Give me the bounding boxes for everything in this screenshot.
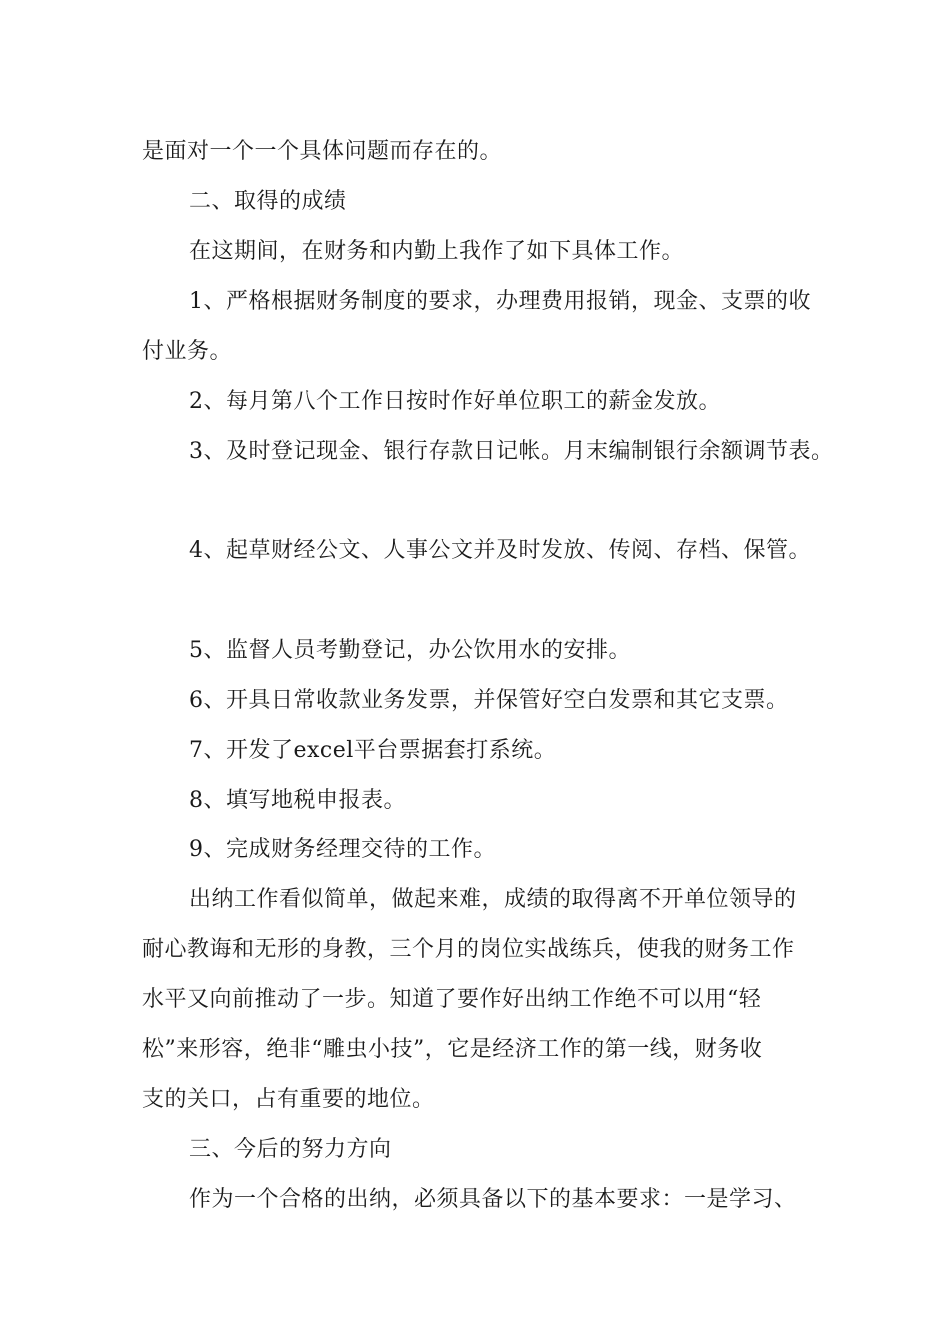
list-item-2: 2、每月第八个工作日按时作好单位职工的薪金发放。 (189, 389, 721, 414)
paragraph-line: 耐心教诲和无形的身教，三个月的岗位实战练兵，使我的财务工作 (142, 937, 795, 962)
paragraph-continuation-line: 是面对一个一个具体问题而存在的。 (142, 139, 503, 164)
list-item-9: 9、完成财务经理交待的工作。 (189, 837, 496, 862)
list-item-1: 1、严格根据财务制度的要求，办理费用报销，现金、支票的收 (189, 289, 811, 314)
intro-line: 在这期间，在财务和内勤上我作了如下具体工作。 (189, 239, 685, 264)
list-item-7: 7、开发了excel平台票据套打系统。 (189, 738, 557, 763)
list-item-8: 8、填写地税申报表。 (189, 788, 406, 813)
paragraph-line: 松”来形容，绝非“雕虫小技”，它是经济工作的第一线，财务收 (142, 1037, 763, 1062)
paragraph-line: 水平又向前推动了一步。知道了要作好出纳工作绝不可以用“轻 (142, 987, 762, 1012)
paragraph-line: 出纳工作看似简单，做起来难，成绩的取得离不开单位领导的 (189, 887, 797, 912)
list-item-3: 3、及时登记现金、银行存款日记帐。月末编制银行余额调节表。 (189, 439, 834, 464)
list-item-6: 6、开具日常收款业务发票，并保管好空白发票和其它支票。 (189, 688, 789, 713)
section-heading-future-direction: 三、今后的努力方向 (189, 1137, 392, 1162)
section-heading-achievements: 二、取得的成绩 (189, 189, 347, 214)
paragraph-line: 支的关口，占有重要的地位。 (142, 1087, 435, 1112)
paragraph-line: 作为一个合格的出纳，必须具备以下的基本要求：一是学习、 (189, 1187, 797, 1212)
list-item-1-continuation: 付业务。 (142, 339, 233, 364)
list-item-4: 4、起草财经公文、人事公文并及时发放、传阅、存档、保管。 (189, 538, 811, 563)
list-item-5: 5、监督人员考勤登记，办公饮用水的安排。 (189, 638, 631, 663)
